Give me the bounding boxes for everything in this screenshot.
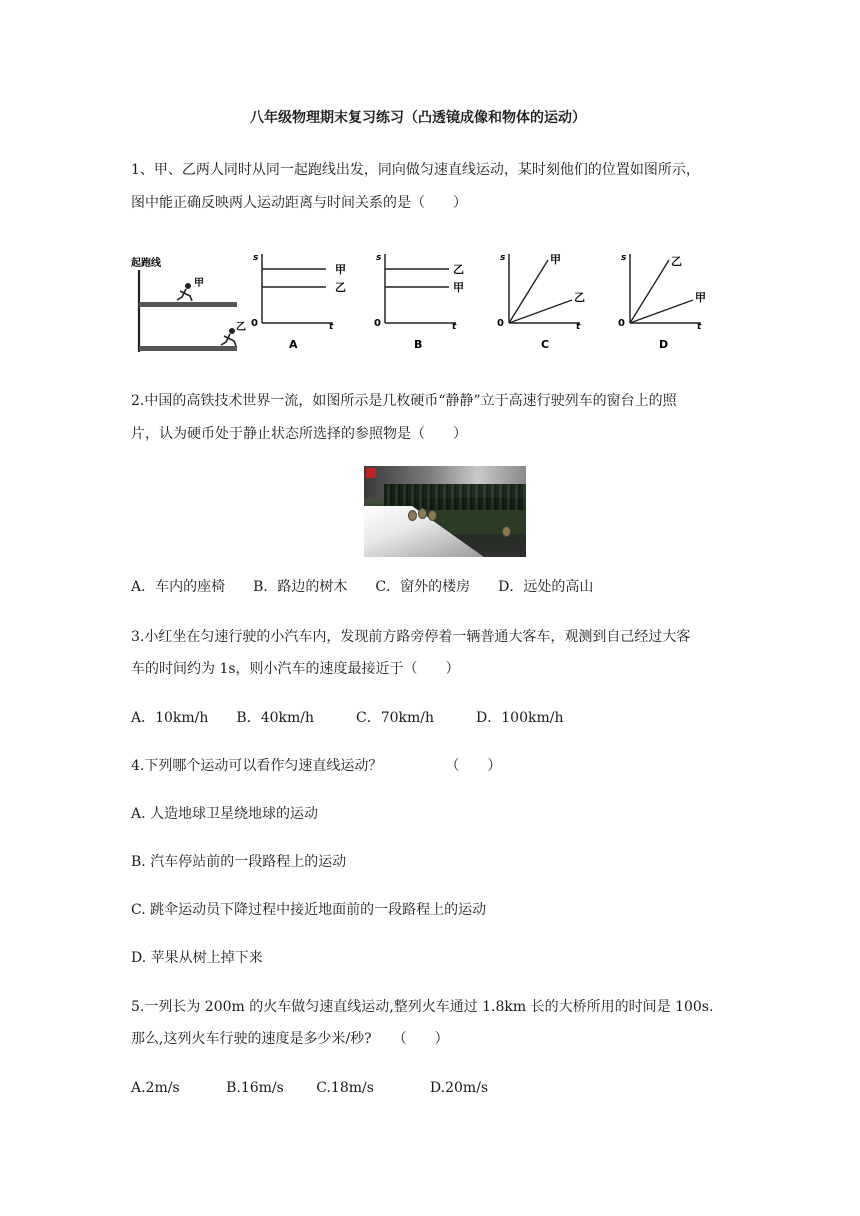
graph-a-lower-label: 乙 — [335, 281, 346, 294]
graph-a-letter: A — [289, 338, 298, 351]
graph-c-letter: C — [541, 338, 550, 351]
graph-d — [618, 253, 706, 351]
question-5-options: A.2m/s B.16m/s C.18m/s D.20m/s — [131, 1080, 489, 1096]
graph-a — [251, 253, 346, 351]
graph-a-s-label: s — [253, 253, 259, 263]
question-4-stem: 4.下列哪个运动可以看作匀速直线运动？ （ ） — [131, 758, 502, 774]
question-4-option-a: A. 人造地球卫星绕地球的运动 — [131, 806, 319, 822]
graph-b-origin: 0 — [374, 318, 381, 329]
question-3-stem-line1: 3.小红坐在匀速行驶的小汽车内，发现前方路旁停着一辆普通大客车，观测到自己经过大客 — [131, 629, 691, 645]
graph-b-s-label: s — [376, 253, 382, 263]
graph-c-origin: 0 — [497, 318, 504, 329]
graph-a-origin: 0 — [251, 318, 258, 329]
start-line-label: 起跑线 — [131, 258, 161, 269]
question-5-stem-line1: 5.一列长为 200m 的火车做匀速直线运动,整列火车通过 1.8km 长的大桥所用的时间是 100s. — [131, 999, 714, 1015]
graph-d-shallow-label: 甲 — [695, 291, 706, 304]
start-line-diagram — [131, 256, 246, 352]
coins-on-train-windowsill-photo — [364, 466, 526, 557]
question-4-option-d: D. 苹果从树上掉下来 — [131, 950, 263, 966]
runner-a-icon — [177, 283, 192, 301]
question-5-stem-line2: 那么,这列火车行驶的速度是多少米/秒? （ ） — [131, 1031, 449, 1047]
graph-d-s-label: s — [621, 253, 627, 263]
graph-c-s-label: s — [500, 253, 506, 263]
graph-b — [374, 253, 464, 351]
graph-d-origin: 0 — [618, 318, 625, 329]
graph-b-upper-label: 乙 — [453, 263, 464, 276]
question-4-option-c: C. 跳伞运动员下降过程中接近地面前的一段路程上的运动 — [131, 902, 487, 918]
watermark-logo — [366, 468, 376, 478]
graph-b-letter: B — [414, 338, 423, 351]
graph-a-upper-label: 甲 — [335, 263, 346, 276]
question-1-stem-line2: 图中能正确反映两人运动距离与时间关系的是（ ） — [131, 195, 467, 211]
graph-d-t-label: t — [697, 322, 702, 332]
graph-b-lower-label: 甲 — [453, 281, 464, 294]
question-2-stem-line2: 片，认为硬币处于静止状态所选择的参照物是（ ） — [131, 426, 467, 442]
graph-d-letter: D — [659, 338, 669, 351]
graph-c-steep-label: 甲 — [550, 253, 561, 266]
graph-b-t-label: t — [452, 322, 457, 332]
question-4-option-b: B. 汽车停站前的一段路程上的运动 — [131, 854, 347, 870]
question-2-stem-line1: 2.中国的高铁技术世界一流，如图所示是几枚硬币“静静”立于高速行驶列车的窗台上的照 — [131, 393, 677, 409]
runner-b-icon — [221, 328, 236, 346]
graph-c-t-label: t — [576, 322, 581, 332]
runner-b-label: 乙 — [236, 322, 246, 333]
page-title: 八年级物理期末复习练习（凸透镜成像和物体的运动） — [250, 110, 586, 126]
graph-a-t-label: t — [329, 322, 334, 332]
question-3-options: A．10km/h B．40km/h C．70km/h D．100km/h — [131, 710, 564, 726]
question-2-options: A．车内的座椅 B．路边的树木 C．窗外的楼房 D．远处的高山 — [131, 579, 594, 595]
graph-c-shallow-label: 乙 — [574, 291, 585, 304]
runner-a-label: 甲 — [194, 278, 204, 289]
graph-c — [497, 253, 585, 351]
question-1-stem-line1: 1、甲、乙两人同时从同一起跑线出发，同向做匀速直线运动，某时刻他们的位置如图所示， — [131, 162, 700, 178]
question-1-figure — [128, 246, 718, 358]
question-3-stem-line2: 车的时间约为 1s，则小汽车的速度最接近于（ ） — [131, 661, 460, 677]
graph-d-steep-label: 乙 — [671, 255, 682, 268]
